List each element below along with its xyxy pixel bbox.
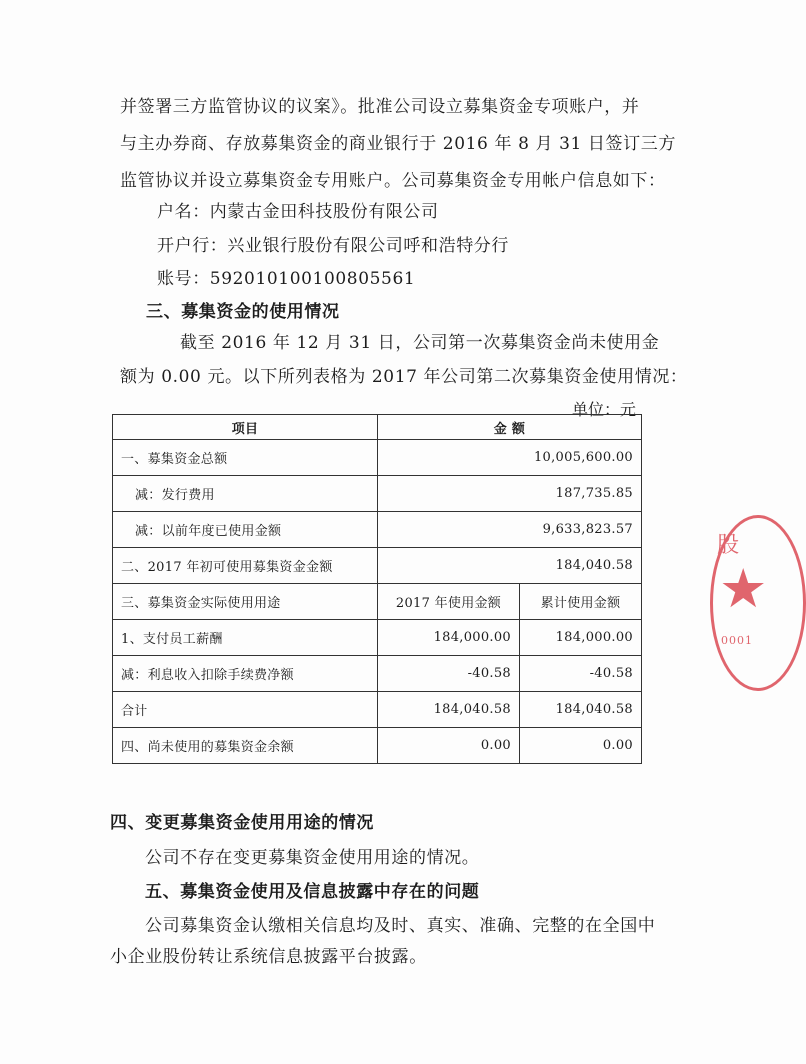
row-label: 三、募集资金实际使用用途 [113, 584, 378, 620]
row-label: 1、支付员工薪酬 [113, 620, 378, 656]
row-value: 184,040.58 [378, 548, 642, 584]
value-2017: 184,040.58 [378, 692, 520, 728]
table-row [113, 728, 642, 764]
table-header-row [113, 415, 642, 440]
paragraph-line: 小企业股份转让系统信息披露平台披露。 [110, 947, 427, 967]
value-2017: -40.58 [378, 656, 520, 692]
table-row [113, 656, 642, 692]
table-row [113, 512, 642, 548]
row-label: 四、尚未使用的募集资金余额 [113, 728, 378, 764]
value-cumulative: 184,000.00 [520, 620, 642, 656]
seal-text: 股 [717, 533, 742, 558]
row-label: 减：利息收入扣除手续费净额 [113, 656, 378, 692]
paragraph-line: 公司募集资金认缴相关信息均及时、真实、准确、完整的在全国中 [145, 916, 656, 936]
paragraph-line: 额为 0.00 元。以下所列表格为 2017 年公司第二次募集资金使用情况： [120, 367, 688, 387]
section-heading: 五、募集资金使用及信息披露中存在的问题 [145, 882, 480, 902]
account-name: 户名：内蒙古金田科技股份有限公司 [157, 202, 439, 222]
row-value: 9,633,823.57 [378, 512, 642, 548]
row-label: 合计 [113, 692, 378, 728]
company-seal-stamp [710, 515, 806, 691]
table-row [113, 440, 642, 476]
table-row [113, 584, 642, 620]
paragraph-line: 并签署三方监管协议的议案》。批准公司设立募集资金专项账户，并 [120, 97, 640, 117]
funds-usage-table [112, 414, 642, 764]
row-value: 187,735.85 [378, 476, 642, 512]
section-heading: 四、变更募集资金使用用途的情况 [110, 813, 374, 833]
paragraph-line: 截至 2016 年 12 月 31 日，公司第一次募集资金尚未使用金 [180, 333, 660, 353]
section-heading: 三、募集资金的使用情况 [146, 302, 340, 322]
account-bank: 开户行：兴业银行股份有限公司呼和浩特分行 [157, 236, 509, 256]
row-label: 减：发行费用 [113, 476, 378, 512]
header-item: 项目 [113, 415, 378, 440]
value-cumulative: 0.00 [520, 728, 642, 764]
table-row [113, 476, 642, 512]
value-cumulative: -40.58 [520, 656, 642, 692]
table-row [113, 692, 642, 728]
row-label: 二、2017 年初可使用募集资金金额 [113, 548, 378, 584]
row-label: 一、募集资金总额 [113, 440, 378, 476]
row-value: 10,005,600.00 [378, 440, 642, 476]
value-2017: 184,000.00 [378, 620, 520, 656]
row-label: 减：以前年度已使用金额 [113, 512, 378, 548]
table-row [113, 620, 642, 656]
value-cumulative: 184,040.58 [520, 692, 642, 728]
paragraph-line: 监管协议并设立募集资金专用账户。公司募集资金专用帐户信息如下： [120, 171, 666, 191]
value-2017: 0.00 [378, 728, 520, 764]
column-header-cumulative: 累计使用金额 [520, 584, 642, 620]
account-number: 账号：592010100100805561 [157, 269, 416, 289]
paragraph-line: 公司不存在变更募集资金使用用途的情况。 [145, 848, 480, 868]
seal-code: 0001 [721, 634, 753, 647]
star-icon: ★ [719, 557, 768, 620]
column-header-2017: 2017 年使用金额 [378, 584, 520, 620]
paragraph-line: 与主办券商、存放募集资金的商业银行于 2016 年 8 月 31 日签订三方 [120, 134, 676, 154]
table-row [113, 548, 642, 584]
header-amount: 金 额 [378, 415, 642, 440]
unit-label: 单位：元 [572, 400, 637, 419]
